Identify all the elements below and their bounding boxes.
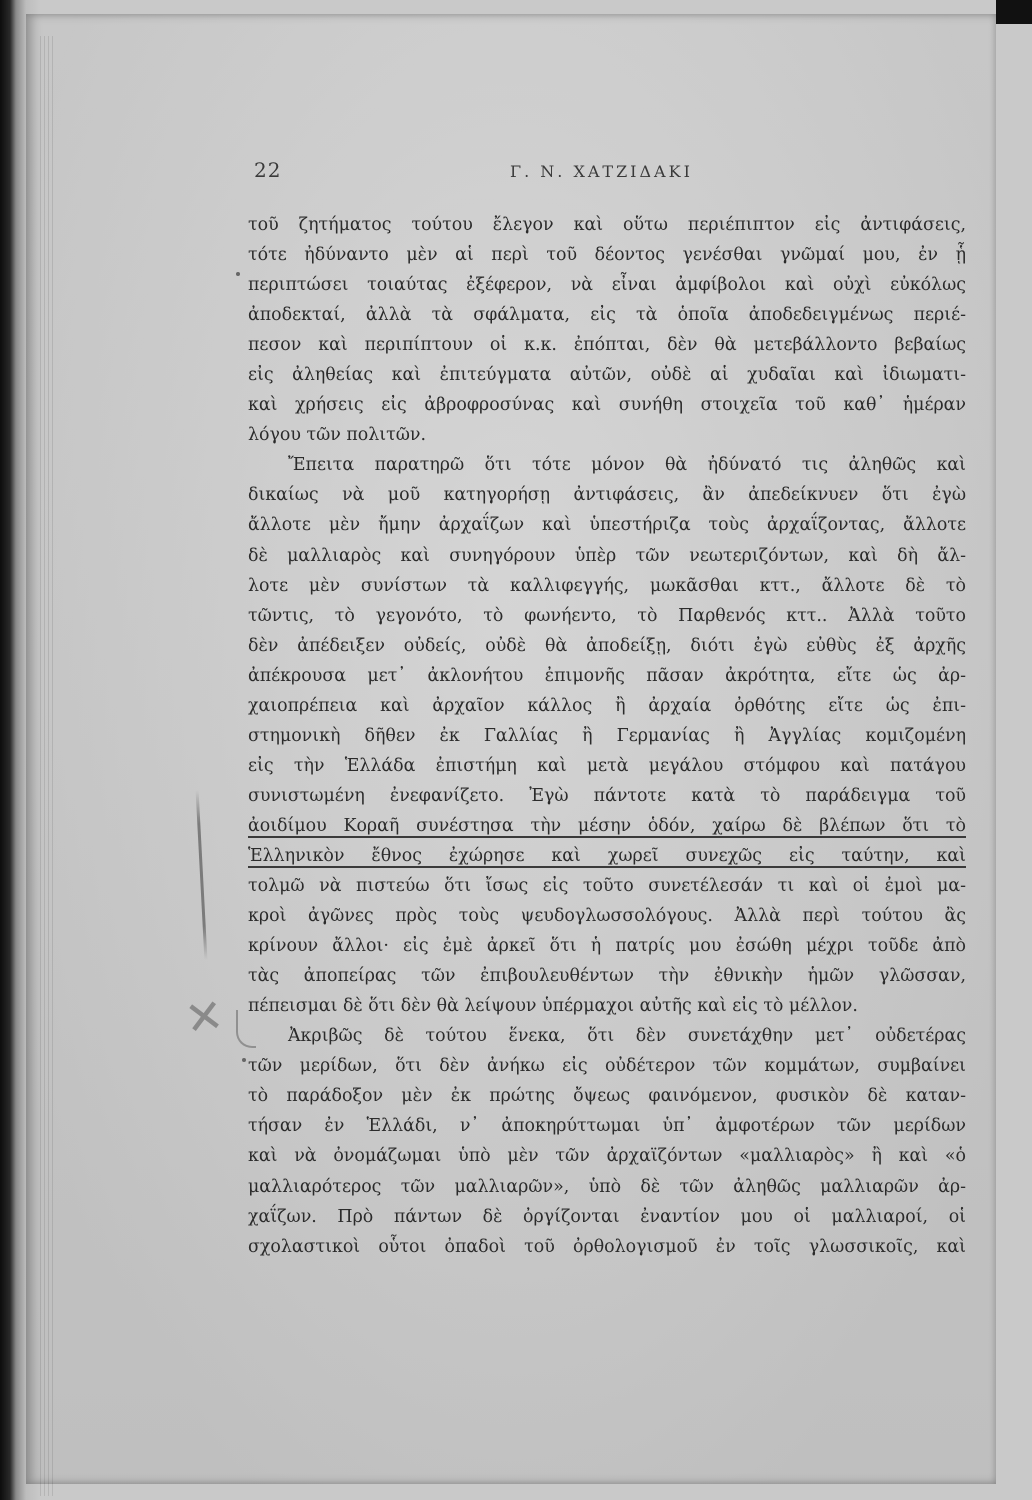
text-line: τῶντις, τὸ γεγονότο, τὸ φωνήεντο, τὸ Παρθενός κττ.. Ἀλλὰ τοῦτο: [248, 605, 966, 626]
text-line: δικαίως νὰ μοῦ κατηγορήσῃ ἀντιφάσεις, ἂν ἀπεδείκνυεν ὅτι ἐγὼ: [248, 485, 966, 506]
body-text: [248, 210, 966, 1262]
text-line: χαΐζων. Πρὸ πάντων δὲ ὀργίζονται ἐναντίον μου οἱ μαλλιαροί, οἱ: [248, 1206, 966, 1227]
text-line: πέπεισμαι δὲ ὅτι δὲν θὰ λείψουν ὑπέρμαχοι αὐτῆς καὶ εἰς τὸ μέλλον.: [248, 996, 858, 1017]
underlined-text-line: ἀοιδίμου Κοραῆ συνέστησα τὴν μέσην ὁδόν, χαίρω δὲ βλέπων ὅτι τὸ: [248, 815, 966, 836]
text-line: δὲν ἀπέδειξεν οὐδείς, οὐδὲ θὰ ἀποδείξῃ, διότι ἐγὼ εὐθὺς ἐξ ἀρχῆς: [248, 635, 966, 656]
text-line: τήσαν ἐν Ἑλλάδι, ν᾿ ἀποκηρύττωμαι ὑπ᾿ ἀμφοτέρων τῶν μερίδων: [248, 1116, 966, 1137]
pencil-cross-mark: ✕: [181, 987, 228, 1047]
text-line: σχολαστικοὶ οὗτοι ὀπαδοὶ τοῦ ὀρθολογισμοῦ ἐν τοῖς γλωσσικοῖς, καὶ: [248, 1236, 966, 1257]
running-head: Γ. Ν. ΧΑΤΖΙΔΑΚΙ: [510, 162, 693, 181]
text-line: Ἀκριβῶς δὲ τούτου ἕνεκα, ὅτι δὲν συνετάχθην μετ᾿ οὐδετέρας: [288, 1026, 966, 1047]
text-line: ἀπέκρουσα μετ᾿ ἀκλονήτου ἐπιμονῆς πᾶσαν ἀκρότητα, εἴτε ὡς ἀρ-: [248, 665, 966, 686]
text-line: κροὶ ἀγῶνες πρὸς τοὺς ψευδογλωσσολόγους. Ἀλλὰ περὶ τούτου ἂς: [248, 906, 966, 927]
text-line: στημονικὴ δῆθεν ἐκ Γαλλίας ἢ Γερμανίας ἢ Ἀγγλίας κομιζομένη: [248, 725, 966, 746]
page-number: 22: [254, 158, 282, 182]
text-line: δὲ μαλλιαρὸς καὶ συνηγόρουν ὑπὲρ τῶν νεωτεριζόντων, καὶ δὴ ἄλ-: [248, 545, 966, 566]
page-stack-edge: [40, 36, 56, 1496]
text-line: εἰς τὴν Ἑλλάδα ἐπιστήμη καὶ μετὰ μεγάλου στόμφου καὶ πατάγου: [248, 755, 966, 776]
paper-speck: [242, 1058, 246, 1062]
text-line: λοτε μὲν συνίστων τὰ καλλιφεγγής, μωκᾶσθαι κττ., ἄλλοτε δὲ τὸ: [248, 575, 966, 596]
text-line: καὶ χρήσεις εἰς ἀβροφροσύνας καὶ συνήθη στοιχεῖα τοῦ καθ᾿ ἡμέραν: [248, 395, 966, 416]
text-line: κρίνουν ἄλλοι· εἰς ἐμὲ ἀρκεῖ ὅτι ἡ πατρίς μου ἐσώθη μέχρι τοῦδε ἀπὸ: [248, 936, 966, 957]
text-line: συνιστωμένη ἐνεφανίζετο. Ἐγὼ πάντοτε κατὰ τὸ παράδειγμα τοῦ: [248, 785, 966, 806]
text-line: τῶν μερίδων, ὅτι δὲν ἀνήκω εἰς οὐδέτερον τῶν κομμάτων, συμβαίνει: [248, 1056, 966, 1077]
text-line: Ἔπειτα παρατηρῶ ὅτι τότε μόνον θὰ ἠδύνατό τις ἀληθῶς καὶ: [288, 455, 966, 476]
text-line: τὸ παράδοξον μὲν ἐκ πρώτης ὄψεως φαινόμενον, φυσικὸν δὲ καταν-: [248, 1086, 966, 1107]
underlined-text-line: Ἑλληνικὸν ἔθνος ἐχώρησε καὶ χωρεῖ συνεχῶς εἰς ταύτην, καὶ: [248, 845, 966, 866]
text-line: χαιοπρέπεια καὶ ἀρχαῖον κάλλος ἢ ἀρχαία ὀρθότης εἴτε ὡς ἐπι-: [248, 695, 966, 716]
text-line: τοῦ ζητήματος τούτου ἔλεγον καὶ οὕτω περιέπιπτον εἰς ἀντιφάσεις,: [248, 215, 966, 235]
text-line: τὰς ἀποπείρας τῶν ἐπιβουλευθέντων τὴν ἐθνικὴν ἡμῶν γλῶσσαν,: [248, 966, 966, 987]
pencil-bracket-mark: [236, 1010, 256, 1048]
text-line: πεσον καὶ περιπίπτουν οἱ κ.κ. ἐπόπται, δὲν θὰ μετεβάλλοντο βεβαίως: [248, 335, 966, 356]
text-line: λόγου τῶν πολιτῶν.: [248, 425, 426, 446]
scan-corner: [996, 0, 1032, 24]
text-line: τότε ἠδύναντο μὲν αἱ περὶ τοῦ δέοντος γενέσθαι γνῶμαί μου, ἐν ᾗ: [248, 245, 966, 266]
page-header: [0, 158, 1032, 198]
paper-speck: [236, 272, 240, 276]
text-line: ἄλλοτε μὲν ἤμην ἀρχαΐζων καὶ ὑπεστήριζα τοὺς ἀρχαΐζοντας, ἄλλοτε: [248, 515, 966, 536]
text-line: καὶ νὰ ὀνομάζωμαι ὑπὸ μὲν τῶν ἀρχαϊζόντων «μαλλιαρὸς» ἢ καὶ «ὁ: [248, 1146, 966, 1167]
text-line: μαλλιαρότερος τῶν μαλλιαρῶν», ὑπὸ δὲ τῶν ἀληθῶς μαλλιαρῶν ἀρ-: [248, 1176, 966, 1197]
text-line: εἰς ἀληθείας καὶ ἐπιτεύγματα αὐτῶν, οὐδὲ αἱ χυδαῖαι καὶ ἰδιωματι-: [248, 365, 966, 386]
text-line: ἀποδεκταί, ἀλλὰ τὰ σφάλματα, εἰς τὰ ὁποῖα ἀποδεδειγμένως περιέ-: [248, 305, 966, 326]
text-line: τολμῶ νὰ πιστεύω ὅτι ἴσως εἰς τοῦτο συνετέλεσάν τι καὶ οἱ ἐμοὶ μα-: [248, 876, 966, 897]
text-line: περιπτώσει τοιαύτας ἐξέφερον, νὰ εἶναι ἀμφίβολοι καὶ οὐχὶ εὐκόλως: [248, 275, 966, 296]
